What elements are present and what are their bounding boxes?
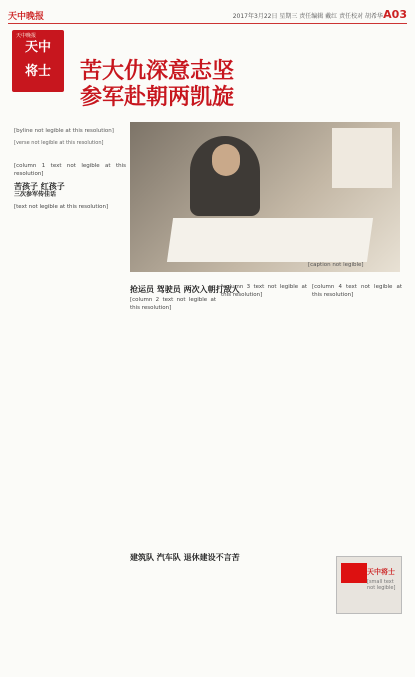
page-number: A03 — [383, 8, 407, 21]
main-photo — [130, 122, 400, 272]
stamp-sub: [small text not legible] — [367, 579, 396, 591]
article-paragraph: [text not legible at this resolution] — [14, 204, 109, 210]
photo-face — [212, 144, 240, 176]
article-paragraph: [column 2 text not legible at this resolution] — [130, 297, 216, 311]
poem: [verse not legible at this resolution] — [14, 140, 104, 146]
column-badge — [12, 30, 64, 92]
article-column-4 — [312, 283, 402, 303]
headline-line1: 苦大仇深意志坚 — [80, 58, 235, 84]
badge-line2: 将士 — [24, 64, 51, 79]
masthead — [8, 8, 407, 24]
article-column-1 — [14, 162, 126, 215]
headline-line2: 参军赴朝两凯旋 — [80, 84, 235, 110]
headline — [80, 58, 400, 110]
edition-meta: 2017年3月22日 星期三 责任编辑 戴红 责任校对 胡希华 — [232, 13, 383, 20]
article-paragraph: [column 4 text not legible at this resolution] — [312, 284, 402, 298]
flag-icon — [341, 563, 367, 583]
section-title-2: 建筑队 汽车队 退休建设不言苦 — [130, 553, 240, 562]
badge-small: 天中晚报 — [16, 33, 37, 39]
stamp-text: 天中将士 — [367, 568, 395, 576]
byline: [byline not legible at this resolution] — [14, 128, 114, 134]
badge-line1: 天中 — [24, 40, 51, 55]
article-column-2 — [130, 296, 216, 316]
brand-logo: 天中晚报 — [8, 12, 45, 22]
article-column-3 — [221, 283, 307, 303]
photo-paper — [167, 218, 373, 262]
subhead-1: 苦孩子 红孩子 — [14, 181, 65, 191]
section-title-1: 抢运员 驾驶员 两次入朝打敌人 — [130, 285, 240, 294]
article-paragraph: [column 1 text not legible at this resolution] — [14, 163, 126, 177]
subhead-2: 三次参军传佳话 — [14, 191, 57, 198]
article-paragraph: [column 3 text not legible at this resolution] — [221, 284, 307, 298]
photo-caption: [caption not legible] — [308, 262, 364, 268]
section-stamp — [336, 556, 402, 614]
photo-wall — [332, 128, 392, 188]
